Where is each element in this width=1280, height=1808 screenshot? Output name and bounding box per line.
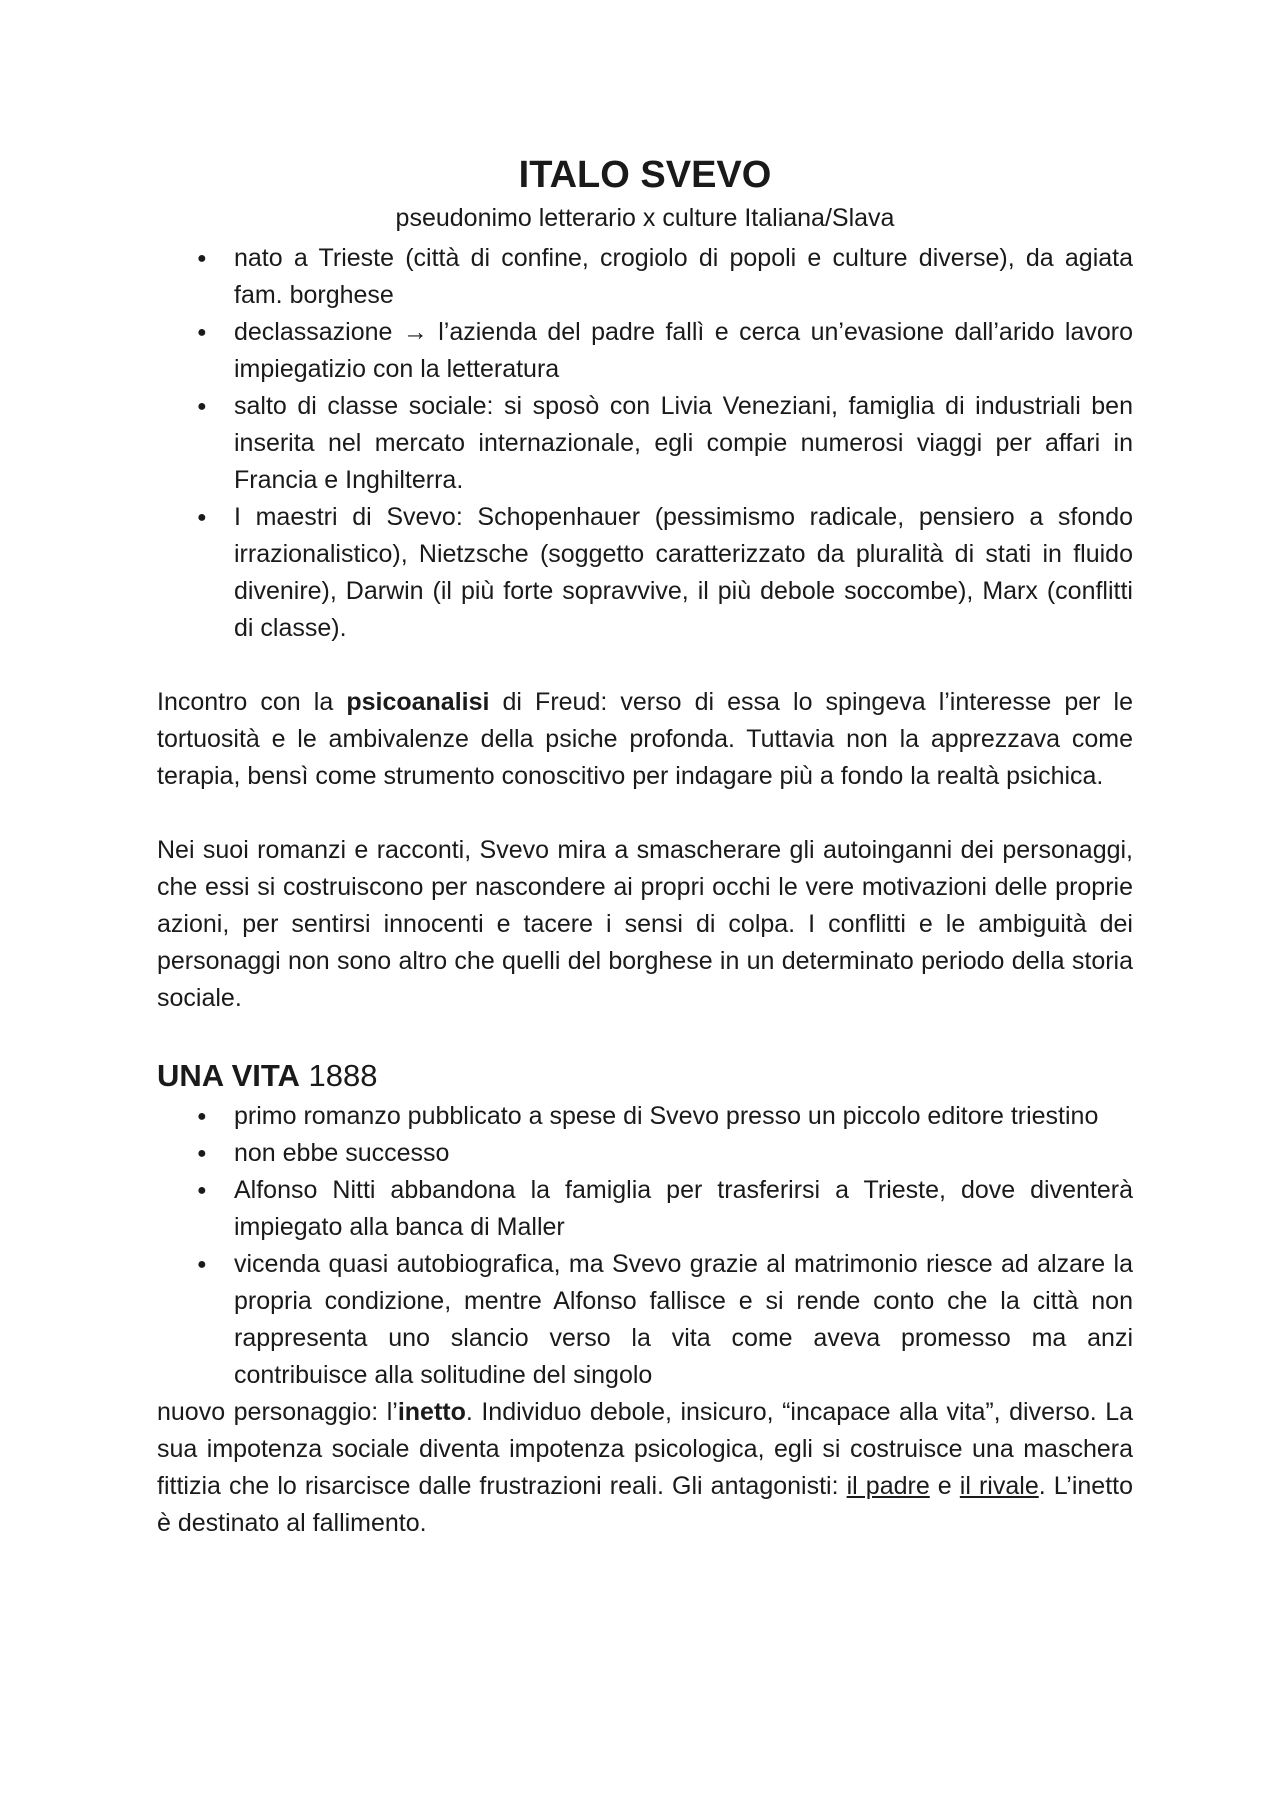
psicoanalisi-paragraph bbox=[157, 684, 1133, 795]
spacer bbox=[157, 1017, 1133, 1054]
text-run: . L’inetto è destinato al fallimento. bbox=[157, 1472, 1133, 1537]
text-run: Incontro con la bbox=[157, 688, 347, 716]
list-item: ● salto di classe sociale: si sposò con Livia Veneziani, famiglia di industriali ben inserita nel mercato internazionale, egli compie numerosi viaggi per affari in Francia e Inghilterra. bbox=[157, 388, 1133, 499]
list-item: ● primo romanzo pubblicato a spese di Svevo presso un piccolo editore triestino bbox=[157, 1098, 1133, 1135]
una-vita-bullet-list bbox=[157, 1098, 1133, 1394]
list-item: ● I maestri di Svevo: Schopenhauer (pessimismo radicale, pensiero a sfondo irrazionalistico), Nietzsche (soggetto caratterizzato da pluralità di stati in fluido divenire), Darwin (il più forte sopravvive, il più debole soccombe), Marx (conflitti di classe). bbox=[157, 499, 1133, 647]
text-run: e bbox=[929, 1472, 960, 1500]
spacer bbox=[157, 647, 1133, 684]
page-subtitle: pseudonimo letterario x culture Italiana/Slava bbox=[395, 204, 895, 232]
text-run: di Freud: verso di essa lo spingeva l’interesse per le tortuosità e le ambivalenze della psiche profonda. Tuttavia non la apprezzava come terapia, bensì come strumento conoscitivo per indagare più a fondo la realtà psichica. bbox=[157, 688, 1133, 790]
intro-bullet-list bbox=[157, 240, 1133, 647]
bold-term: inetto bbox=[397, 1398, 466, 1426]
page-title: ITALO SVEVO bbox=[518, 154, 772, 196]
underlined-term: il padre bbox=[846, 1472, 930, 1500]
list-item: ● nato a Trieste (città di confine, crogiolo di popoli e culture diverse), da agiata fam. borghese bbox=[157, 240, 1133, 314]
list-item: ● declassazione → l’azienda del padre fallì e cerca un’evasione dall’arido lavoro impiegatizio con la letteratura bbox=[157, 314, 1133, 388]
text-run: . Individuo debole, insicuro, “incapace alla vita”, diverso. La sua impotenza sociale diventa impotenza psicologica, egli si costruisce una maschera fittizia che lo risarcisce dalle frustrazioni reali. Gli antagonisti: bbox=[157, 1398, 1134, 1500]
section-heading-year: 1888 bbox=[299, 1058, 378, 1093]
bold-term: psicoanalisi bbox=[346, 688, 490, 716]
inetto-paragraph bbox=[157, 1394, 1133, 1542]
section-heading-title: UNA VITA bbox=[157, 1058, 300, 1093]
spacer bbox=[157, 795, 1133, 832]
section-heading-una-vita bbox=[157, 1054, 1133, 1098]
text-run: nuovo personaggio: l’ bbox=[157, 1398, 398, 1426]
romanzi-paragraph: Nei suoi romanzi e racconti, Svevo mira a smascherare gli autoinganni dei personaggi, che essi si costruiscono per nascondere ai propri occhi le vere motivazioni delle proprie azioni, per sentirsi innocenti e tacere i sensi di colpa. I conflitti e le ambiguità dei personaggi non sono altro che quelli del borghese in un determinato periodo della storia sociale. bbox=[157, 836, 1133, 1012]
document-page bbox=[157, 150, 1133, 1542]
underlined-term: il rivale bbox=[959, 1472, 1039, 1500]
list-item: ● vicenda quasi autobiografica, ma Svevo grazie al matrimonio riesce ad alzare la propria condizione, mentre Alfonso fallisce e si rende conto che la città non rappresenta uno slancio verso la vita come aveva promesso ma anzi contribuisce alla solitudine del singolo bbox=[157, 1246, 1133, 1394]
list-item: ● Alfonso Nitti abbandona la famiglia per trasferirsi a Trieste, dove diventerà impiegato alla banca di Maller bbox=[157, 1172, 1133, 1246]
list-item: ● non ebbe successo bbox=[157, 1135, 1133, 1172]
